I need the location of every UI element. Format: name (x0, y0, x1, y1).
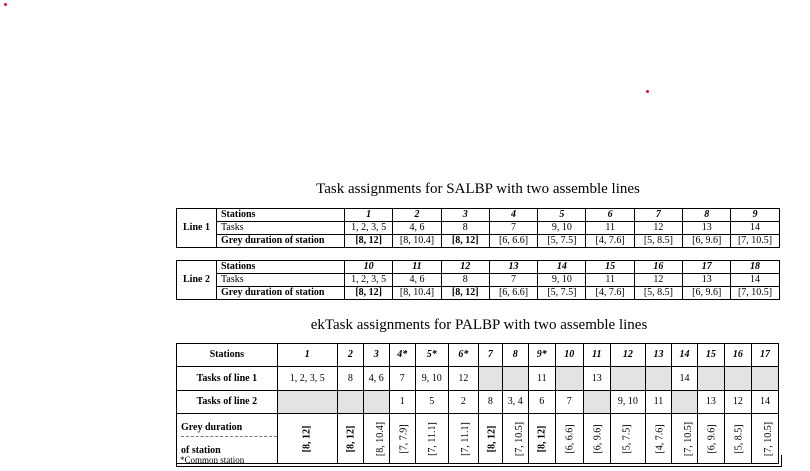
salbp-title: Task assignments for SALBP with two assemble lines (316, 181, 640, 197)
empty-cell (363, 391, 389, 414)
station-number: 8 (683, 209, 731, 222)
task-cell: 4, 6 (363, 367, 389, 391)
grey-duration-value: [8, 12] (486, 425, 498, 452)
station-number: 5 (538, 209, 586, 222)
red-dot-mark (646, 90, 649, 93)
grey-duration-cell: [7, 10.5] (731, 287, 779, 300)
station-number: 7 (634, 209, 682, 222)
grey-duration-value: [5, 8.5] (733, 423, 745, 454)
station-number: 12 (441, 261, 489, 274)
empty-cell (337, 391, 363, 414)
task-cell: 1, 2, 3, 5 (277, 367, 337, 391)
grey-duration-cell: [8, 12] (345, 287, 393, 300)
station-number: 3 (363, 344, 389, 367)
empty-cell (697, 367, 724, 391)
grey-duration-cell: [6, 6.6] (489, 235, 537, 248)
table-row (177, 344, 779, 367)
empty-cell (277, 391, 337, 414)
task-cell: 12 (448, 367, 478, 391)
table-row (177, 274, 780, 287)
row-label: Tasks of line 2 (177, 391, 278, 414)
table-row (177, 287, 780, 300)
empty-cell (724, 367, 751, 391)
task-cell: 13 (683, 274, 731, 287)
empty-cell (555, 367, 583, 391)
stray-text: ek (310, 317, 325, 333)
station-number: 17 (751, 344, 778, 367)
station-number: 11 (393, 261, 441, 274)
grey-duration-value: [5, 7.5] (621, 423, 633, 454)
task-cell: 13 (697, 391, 724, 414)
station-number: 6* (448, 344, 478, 367)
task-cell: 8 (441, 274, 489, 287)
station-number: 18 (731, 261, 779, 274)
grey-duration-cell: [8, 10.4] (393, 287, 441, 300)
table-row (177, 391, 779, 414)
station-number: 7 (478, 344, 502, 367)
grey-duration-value: [7, 10.5] (762, 421, 774, 456)
task-cell: 1 (389, 391, 415, 414)
task-cell: 9, 10 (538, 274, 586, 287)
task-cell: 7 (555, 391, 583, 414)
grey-duration-cell: [6, 9.6] (683, 287, 731, 300)
grey-duration-value: [6, 9.6] (706, 423, 718, 454)
task-cell: 5 (415, 391, 448, 414)
grey-duration-value: [7, 11.1] (426, 421, 438, 456)
station-number: 16 (724, 344, 751, 367)
station-number: 13 (646, 344, 672, 367)
empty-cell (610, 367, 645, 391)
grey-duration-cell: [5, 7.5] (538, 235, 586, 248)
task-cell: 4, 6 (393, 274, 441, 287)
grey-duration-value: [6, 9.6] (592, 423, 604, 454)
empty-cell (646, 367, 672, 391)
station-number: 3 (441, 209, 489, 222)
station-number: 10 (555, 344, 583, 367)
grey-duration-cell: [4, 7.6] (586, 287, 634, 300)
grey-duration-value: [4, 7.6] (654, 423, 666, 454)
task-cell: 7 (489, 274, 537, 287)
task-cell: 13 (583, 367, 610, 391)
station-number: 9 (731, 209, 779, 222)
station-number: 15 (697, 344, 724, 367)
station-number: 4* (389, 344, 415, 367)
task-cell: 11 (646, 391, 672, 414)
grey-duration-value: [7, 10.5] (683, 421, 695, 456)
station-number: 12 (610, 344, 645, 367)
grey-duration-cell: [5, 8.5] (634, 235, 682, 248)
row-label: Tasks (217, 274, 345, 287)
station-number: 2 (393, 209, 441, 222)
task-cell: 12 (724, 391, 751, 414)
station-number: 10 (345, 261, 393, 274)
grey-duration-cell: [8, 12] (441, 287, 489, 300)
row-label-line: of station (181, 445, 221, 456)
task-cell: 4, 6 (393, 222, 441, 235)
task-cell: 8 (441, 222, 489, 235)
palbp-table (176, 343, 779, 464)
empty-cell (478, 367, 502, 391)
station-number: 14 (671, 344, 697, 367)
grey-duration-cell: [6, 9.6] (683, 235, 731, 248)
empty-cell (583, 391, 610, 414)
table-row (177, 261, 780, 274)
grey-duration-value: [7, 10.5] (513, 421, 525, 456)
salbp-line2-table (176, 260, 780, 300)
station-number: 11 (583, 344, 610, 367)
line-label: Line 1 (177, 209, 217, 248)
grey-duration-cell: [8, 10.4] (393, 235, 441, 248)
grey-duration-value: [8, 12] (536, 425, 548, 452)
station-number: 15 (586, 261, 634, 274)
row-label: Tasks (217, 222, 345, 235)
row-label: Stations (217, 261, 345, 274)
grey-duration-value: [8, 10.4] (374, 421, 386, 456)
station-number: 14 (538, 261, 586, 274)
grey-duration-cell: [6, 6.6] (489, 287, 537, 300)
grey-duration-cell: [8, 12] (345, 235, 393, 248)
row-label: Grey duration of station (217, 235, 345, 248)
task-cell: 2 (448, 391, 478, 414)
empty-cell (502, 367, 528, 391)
row-label: Stations (177, 344, 278, 367)
station-number: 6 (586, 209, 634, 222)
task-cell: 8 (337, 367, 363, 391)
task-cell: 14 (731, 274, 779, 287)
palbp-title (0, 317, 810, 334)
task-cell: 7 (389, 367, 415, 391)
task-cell: 14 (751, 391, 778, 414)
grey-duration-cell: [5, 7.5] (538, 287, 586, 300)
task-cell: 14 (731, 222, 779, 235)
grey-duration-cell: [4, 7.6] (586, 235, 634, 248)
grey-duration-value: [6, 6.6] (564, 423, 576, 454)
task-cell: 11 (586, 222, 634, 235)
footnote: *Common station (176, 455, 782, 467)
task-cell: 3, 4 (502, 391, 528, 414)
row-label-line: Grey duration (181, 419, 277, 437)
task-cell: 1, 2, 3, 5 (345, 274, 393, 287)
task-cell: 12 (634, 274, 682, 287)
table-row (177, 222, 780, 235)
station-number: 1 (345, 209, 393, 222)
red-dot-mark (4, 3, 7, 6)
table-row (177, 235, 780, 248)
task-cell: 9, 10 (538, 222, 586, 235)
task-cell: 13 (683, 222, 731, 235)
station-number: 1 (277, 344, 337, 367)
station-number: 2 (337, 344, 363, 367)
station-number: 8 (502, 344, 528, 367)
task-cell: 7 (489, 222, 537, 235)
task-cell: 12 (634, 222, 682, 235)
station-number: 13 (489, 261, 537, 274)
row-label: Grey duration of station (217, 287, 345, 300)
station-number: 9* (528, 344, 555, 367)
task-cell: 11 (528, 367, 555, 391)
task-cell: 8 (478, 391, 502, 414)
empty-cell (671, 391, 697, 414)
task-cell: 14 (671, 367, 697, 391)
line-label: Line 2 (177, 261, 217, 300)
grey-duration-cell: [7, 10.5] (731, 235, 779, 248)
row-label: Tasks of line 1 (177, 367, 278, 391)
task-cell: 11 (586, 274, 634, 287)
palbp-title-text: Task assignments for PALBP with two assemble lines (324, 317, 648, 333)
row-label: Stations (217, 209, 345, 222)
grey-duration-value: [8, 12] (345, 425, 357, 452)
grey-duration-value: [7, 11.1] (459, 421, 471, 456)
station-number: 17 (683, 261, 731, 274)
empty-cell (751, 367, 778, 391)
table-row (177, 209, 780, 222)
station-number: 4 (489, 209, 537, 222)
table-row (177, 367, 779, 391)
task-cell: 9, 10 (610, 391, 645, 414)
grey-duration-value: [7, 7.9] (398, 423, 410, 454)
station-number: 5* (415, 344, 448, 367)
station-number: 16 (634, 261, 682, 274)
task-cell: 6 (528, 391, 555, 414)
task-cell: 9, 10 (415, 367, 448, 391)
salbp-line1-table (176, 208, 780, 248)
task-cell: 1, 2, 3, 5 (345, 222, 393, 235)
grey-duration-cell: [8, 12] (441, 235, 489, 248)
grey-duration-cell: [5, 8.5] (634, 287, 682, 300)
grey-duration-value: [8, 12] (301, 425, 313, 452)
